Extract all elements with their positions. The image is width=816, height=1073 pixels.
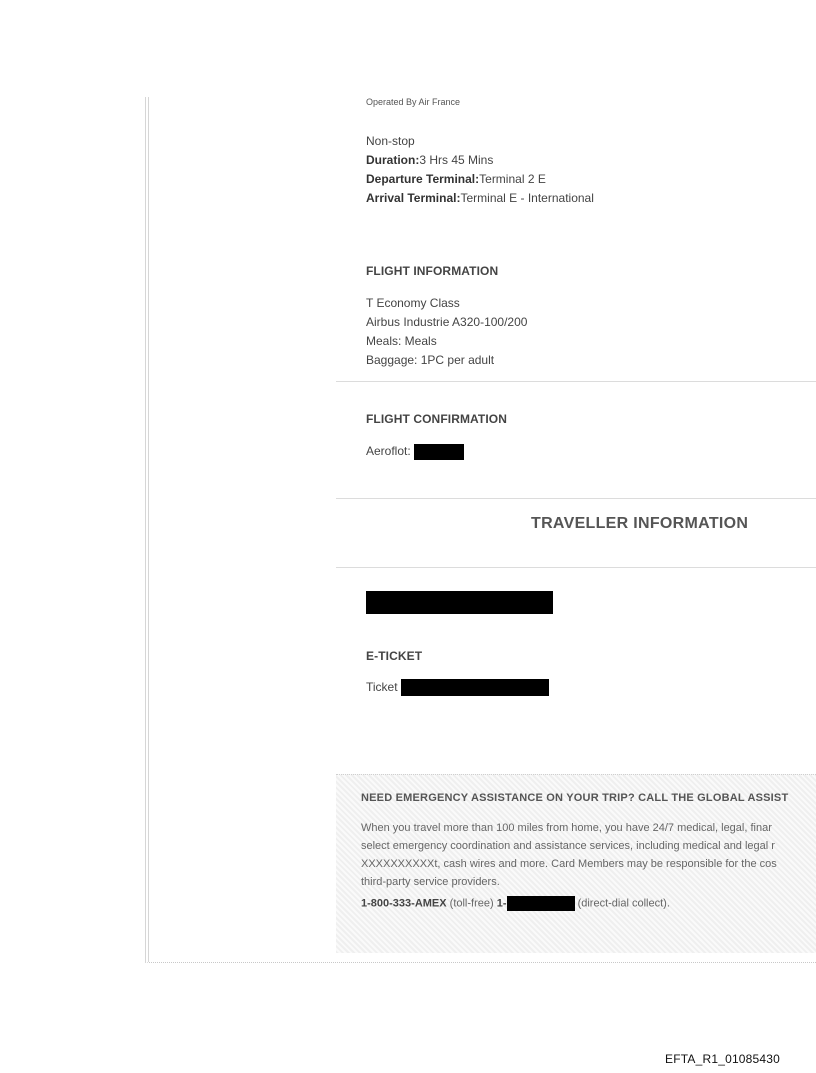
redacted-confirmation-code [414,444,464,460]
arrival-terminal-value: Terminal E - International [460,191,594,205]
stops-text: Non-stop [366,134,415,148]
flight-information-list [366,294,527,370]
duration-row [366,151,594,170]
redacted-phone-number [507,896,575,911]
divider [336,498,816,499]
ticket-row [366,678,549,697]
ticket-label: Ticket [366,680,398,694]
departure-terminal-value: Terminal 2 E [479,172,546,186]
divider [336,381,816,382]
e-ticket-heading: E-TICKET [366,649,423,663]
cabin-class: T Economy Class [366,296,460,310]
airline-label: Aeroflot: [366,444,411,458]
duration-value: 3 Hrs 45 Mins [419,153,494,167]
segment-details [366,132,594,208]
emergency-body [361,819,816,891]
redacted-traveller-name [366,591,553,614]
arrival-terminal-label: Arrival Terminal: [366,191,461,205]
traveller-information-title: TRAVELLER INFORMATION [531,515,749,532]
phone-collect-label: (direct-dial collect). [577,897,670,910]
flight-confirmation-heading: FLIGHT CONFIRMATION [366,412,507,426]
phone-prefix: 1- [496,897,507,910]
confirmation-row [366,442,464,461]
phone-tollfree-label: (toll-free) [449,897,494,910]
meals-info: Meals: Meals [366,334,437,348]
emergency-title: NEED EMERGENCY ASSISTANCE ON YOUR TRIP? CALL THE GLOBAL ASSIST [361,792,789,804]
emergency-body-line: When you travel more than 100 miles from home, you have 24/7 medical, legal, finar [361,822,772,834]
departure-terminal-label: Departure Terminal: [366,172,480,186]
operated-by: Operated By Air France [366,97,461,107]
phone-number-tollfree: 1-800-333-AMEX [361,897,447,910]
emergency-phone-row [361,896,670,911]
emergency-assistance-box [336,774,816,953]
baggage-info: Baggage: 1PC per adult [366,353,495,367]
duration-label: Duration: [366,153,420,167]
redacted-ticket-number [401,679,549,696]
document-id: EFTA_R1_01085430 [665,1052,781,1066]
arrival-terminal-row [366,189,594,208]
emergency-body-line: select emergency coordination and assistance services, including medical and legal r [361,840,775,852]
aircraft-type: Airbus Industrie A320-100/200 [366,315,528,329]
divider [336,567,816,568]
emergency-body-line: third-party service providers. [361,876,500,888]
emergency-body-line: XXXXXXXXXXt, cash wires and more. Card Members may be responsible for the cos [361,858,777,870]
departure-terminal-row [366,170,594,189]
flight-information-heading: FLIGHT INFORMATION [366,264,499,278]
